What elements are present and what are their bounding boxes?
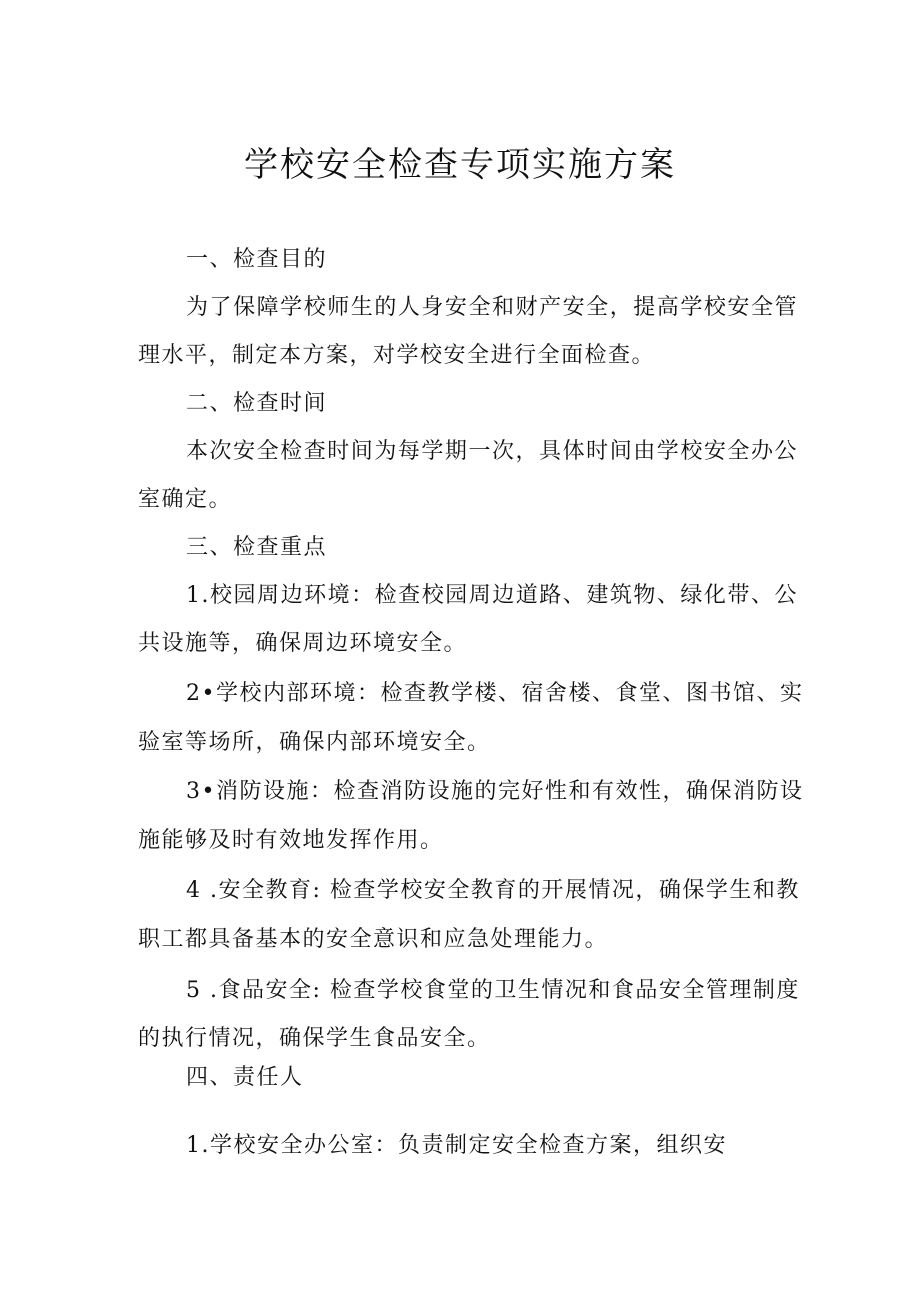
list-item-line: 4 .安全教育: 检查学校安全教育的开展情况，确保学生和教	[186, 878, 800, 903]
paragraph-line: 室确定。	[138, 487, 233, 512]
list-item-line: 1.学校安全办公室：负责制定安全检查方案，组织安	[186, 1133, 727, 1158]
section-heading-time: 二、检查时间	[186, 391, 328, 416]
section-heading-focus: 三、检查重点	[186, 535, 328, 560]
section-heading-responsible: 四、责任人	[186, 1065, 304, 1090]
paragraph-line: 本次安全检查时间为每学期一次，具体时间由学校安全办公	[186, 439, 798, 464]
list-item-line: 共设施等，确保周边环境安全。	[138, 631, 468, 656]
list-item-line: 施能够及时有效地发挥作用。	[138, 828, 444, 853]
document-title: 学校安全检查专项实施方案	[244, 145, 676, 185]
paragraph-line: 为了保障学校师生的人身安全和财产安全，提高学校安全管	[186, 295, 798, 320]
list-item-line: 职工都具备基本的安全意识和应急处理能力。	[138, 927, 609, 952]
list-item-line: 2•学校内部环境：检查教学楼、宿舍楼、食堂、图书馆、实	[186, 681, 804, 706]
list-item-line: 验室等场所，确保内部环境安全。	[138, 730, 491, 755]
list-item-line: 3•消防设施：检查消防设施的完好性和有效性，确保消防设	[186, 779, 804, 804]
list-item-line: 1.校园周边环境：检查校园周边道路、建筑物、绿化带、公	[186, 583, 798, 608]
list-item-line: 5 .食品安全: 检查学校食堂的卫生情况和食品安全管理制度	[186, 978, 800, 1003]
section-heading-purpose: 一、检查目的	[186, 247, 328, 272]
list-item-line: 的执行情况，确保学生食品安全。	[138, 1026, 491, 1051]
paragraph-line: 理水平，制定本方案，对学校安全进行全面检查。	[138, 343, 656, 368]
